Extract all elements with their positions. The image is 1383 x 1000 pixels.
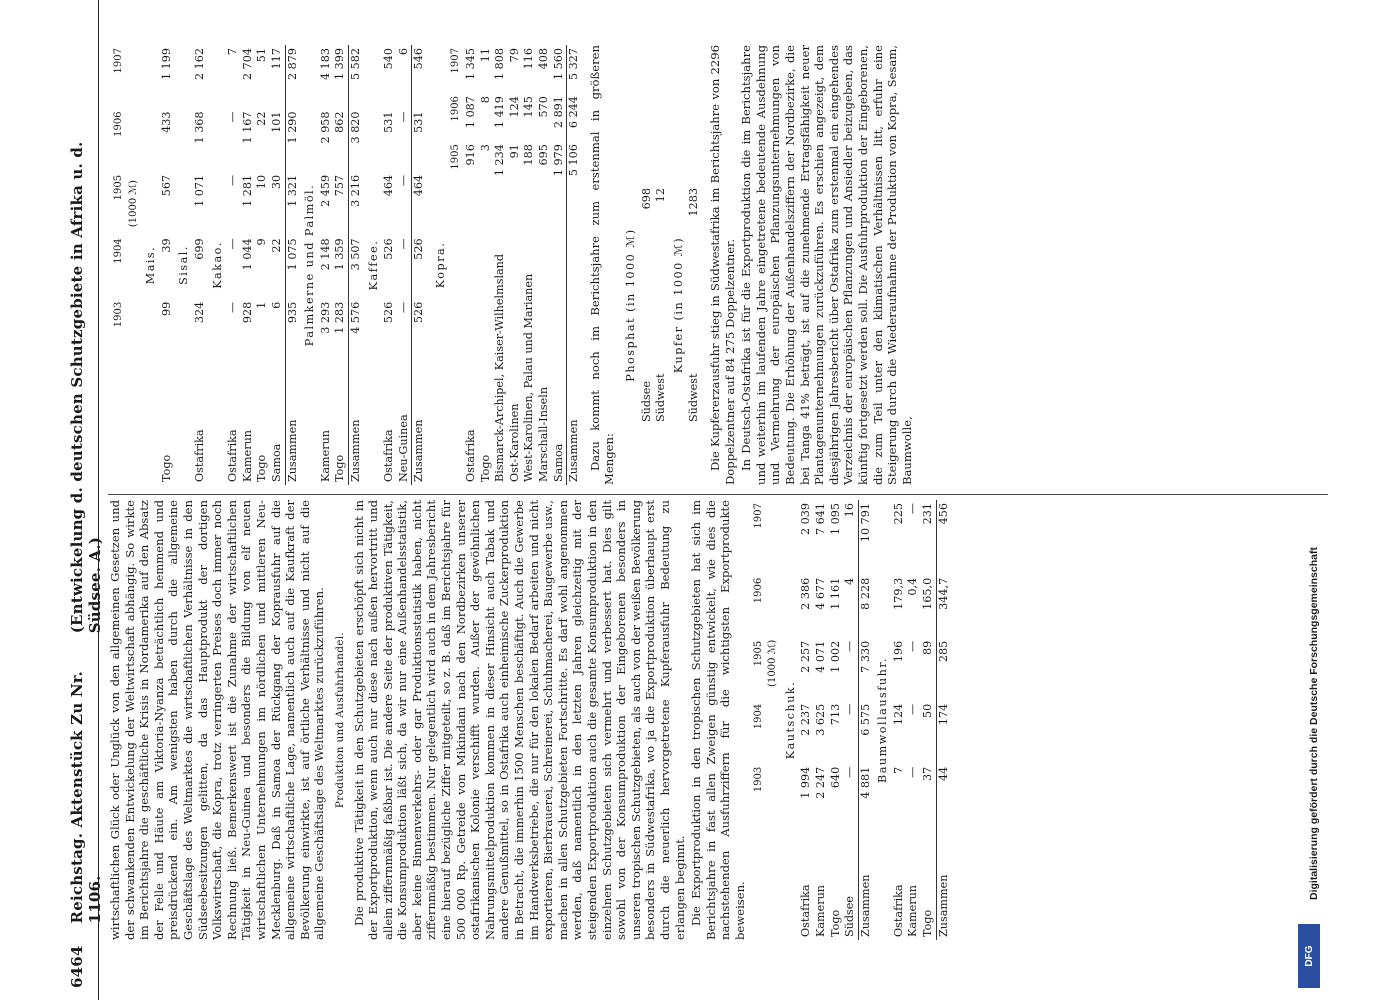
paragraph: Die Kupfererzausfuhr stieg in Südwestafrika im Berichtsjahre von 2296 Doppelzentner auf 84 275 Doppelzentner. [707, 45, 737, 485]
table-row: Kamerun 928 1 044 1 281 1 167 2 704 [240, 48, 254, 482]
year-header: 1907 [113, 48, 124, 74]
commodity-title: Phosphat (in 1000 ℳ) [624, 228, 637, 382]
year-header: 1907 [752, 503, 764, 529]
table-row: Ostafrika 7 124 196 179,3 225 [891, 503, 905, 937]
unit-label: (1000 ℳ) [767, 639, 779, 687]
kopra-table [431, 45, 582, 485]
digitization-credit: Digitalisierung gefördert durch die Deutsche Forschungsgemeinschaft [1308, 547, 1320, 900]
table-row: Ostafrika 916 1 087 1 345 [464, 48, 478, 482]
year-header: 1905 [113, 174, 124, 201]
table-row: Togo 1 9 10 22 51 [255, 48, 269, 482]
year-header: 1906 [113, 111, 124, 137]
paragraph: Dazu kommt noch im Berichtsjahre zum erstenmal in größeren Mengen: [587, 45, 617, 485]
year-header: 1904 [752, 703, 764, 730]
export-table-right [112, 45, 582, 485]
table-row: Südsee 698 [639, 188, 653, 422]
header-title-right: (Entwickelung d. deutschen Schutzgebiete in Afrika u. d. Südsee. A.) [68, 141, 104, 634]
year-header: 1903 [752, 766, 764, 793]
header-title-left: Reichstag. Aktenstück Zu Nr. 1106. [68, 671, 104, 924]
commodity-title: Kupfer (in 1000 ℳ) [671, 236, 685, 374]
total-row: Zusammen 4 881 6 575 7 330 8 228 10 791 [858, 500, 873, 940]
table-row: Ostafrika 1 994 2 237 2 257 2 386 2 039 [799, 503, 813, 937]
table-row: Ostafrika 324 699 1 071 1 368 2 162 [192, 48, 206, 482]
table-row: Neu-Guinea — — — — 6 [396, 48, 410, 482]
table-row: Togo 37 50 89 165,0 231 [921, 503, 935, 937]
commodity-title: Baumwollausfuhr. [876, 657, 890, 784]
table-row: Bismarck-Archipel, Kaiser-Wilhelmsland 1 234 1 419 1 808 [493, 48, 507, 482]
table-row: Togo 640 713 1 002 1 161 1 095 [828, 503, 842, 937]
paragraph: Die Exportproduktion in den tropischen Schutzgebieten hat sich im Berichtsjahre in fast allen Zweigen günstig entwickelt, wie dies die nachstehenden Ausfuhrziffern für die wichtigsten Exportprodukte beweisen. [689, 500, 747, 940]
table-row: West-Karolinen, Palau und Marianen 188 145 116 [522, 48, 536, 482]
table-row: Südwest 1283 [687, 188, 701, 422]
commodity-title: Kautschuk. [783, 680, 797, 760]
paragraph: Die produktive Tätigkeit in den Schutzgebieten erschöpft sich nicht in der Exportproduktion, wenn auch nur diese nach außen hervortritt und allein ziffernmäßig faßbar ist. Die andere Seite der produktiven Tätigkeit, die Konsumproduktion läßt sich, da wir nur eine Außenhandelsstatistik, aber keine Binnenverkehrs- oder gar Produktionsstatistik haben, nicht ziffernmäßig bestimmen. Nur gelegentlich wird auch in dem Jahresbericht eine hierauf bezügliche Ziffer mitgeteilt, so z. B. daß im Berichtsjahre für 500 000 Rp. Getreide von Mikindani nach den Nordbezirken unserer ostafrikanischen Kolonie verschifft wurden. Außer der gewöhnlichen Nahrungsmittelproduktion kommen in dieser Hinsicht auch Tabak und andere Genußmittel, so in Ostafrika auch einheimische Zuckerproduktion in Betracht, die immerhin 1500 Menschen beschäftigt. Auch die Gewerbe im Handwerksbetriebe, die nur für den lokalen Bedarf arbeiten und nicht exportieren, Bierbrauerei, Schreinerei, Schuhmacherei, Baugewerbe usw., machen in allen Schutzgebieten Fortschritte. Es darf wohl angenommen werden, daß namentlich in den letzten Jahren gleichzeitig mit der steigenden Exportproduktion auch die gesamte Konsumproduktion in den einzelnen Schutzgebieten sich vermehrt und verbessert hat. Dies gilt sowohl von der Konsumproduktion der Eingeborenen besonders in unseren tropischen Schutzgebieten, als auch von der weißen Bevölkerung besonders in Südwestafrika, wo ja die Exportproduktion überhaupt erst durch die neuerlich hervorgetretene Kupferausfuhr Bedeutung zu erlangen beginnt. [351, 500, 687, 940]
paragraph: In Deutsch-Ostafrika ist für die Exportproduktion die im Berichtsjahre und weiterhin im laufenden Jahre eingetretene bedeutende Ausdehnung und Vermehrung der europäischen Pflanzungsunternehmungen von Bedeutung. Die Erhöhung der Außenhandelsziffern der Nordbezirke, die bei Tanga 41% beträgt, ist auf die zunehmende Ertragsfähigkeit neuer Plantagenunternehmungen zurückzuführen. Es erschien angezeigt, dem diesjährigen Jahresbericht über Ostafrika zum erstenmal ein eingehendes Verzeichnis der europäischen Pflanzungen und Ansiedler beizugeben, das künftig fortgesetzt werden soll. Die Ausfuhrproduktion der Eingeborenen, die zum Teil unter den klimatischen Verhältnissen litt, erfuhr eine Steigerung durch die Wiederaufnahme der Produktion von Kopra, Sesam, Baumwolle, [739, 45, 914, 485]
table-row: Marschall-Inseln 695 570 408 [537, 48, 551, 482]
table-row: Ostafrika 526 526 464 531 540 [382, 48, 396, 482]
year-header: 1906 [450, 96, 462, 122]
commodity-title: Palmkerne und Palmöl. [303, 183, 317, 347]
page-number: 6464 [68, 945, 86, 988]
year-header: 1903 [113, 301, 124, 328]
year-header: 1905 [450, 144, 462, 170]
left-column [108, 500, 957, 940]
year-header: 1905 [752, 640, 764, 667]
table-row: Ost-Karolinen 91 124 79 [507, 48, 521, 482]
commodity-title: Sisal. [177, 245, 191, 285]
table-row: Kamerun 2 247 3 625 4 071 4 677 7 641 [813, 503, 827, 937]
total-row: Zusammen 526 526 464 531 546 [412, 45, 427, 485]
year-header: 1904 [113, 238, 124, 264]
table-row: Kamerun 3 293 2 148 2 459 2 958 4 183 [318, 48, 332, 482]
section-heading: Produktion und Ausfuhrhandel. [333, 631, 346, 809]
table-row: Südwest 12 [654, 188, 668, 422]
table-row: Togo 1 283 1 359 757 862 1 399 [333, 48, 347, 482]
table-row: Togo 3 8 11 [478, 48, 492, 482]
commodity-title: Mais. [144, 245, 158, 285]
commodity-title: Kakao. [210, 241, 224, 289]
year-header: 1907 [450, 48, 462, 74]
header-rule [98, 0, 99, 1000]
column-divider [108, 494, 1328, 495]
total-row: Zusammen 44 174 285 344,7 456 [936, 500, 951, 940]
table-row: Ostafrika — — — — 7 [226, 48, 240, 482]
phosphat-table [621, 185, 702, 425]
right-column [108, 45, 916, 485]
table-row: Samoa 1 979 2 891 1 560 [551, 48, 565, 482]
dfg-logo: DFG [1298, 924, 1320, 988]
total-row: Zusammen 5 106 6 244 5 327 [567, 45, 582, 485]
table-row: Kamerun — — — 0,4 — [906, 503, 920, 937]
paragraph: wirtschaftlichen Glück oder Unglück von den allgemeinen Gesetzen und der schwankenden Entwickelung der Weltwirtschaft abhängig. So wirkte im Berichtsjahre die geschäftliche Krisis in Nordamerika auf den Absatz der Felle und Häute am Viktoria-Nyanza beträchtlich hemmend und preisdrückend ein. Am wenigsten haben durch die allgemeine Geschäftslage des Weltmarktes die wirtschaftlichen Verhältnisse in den Südseebesitzungen gelitten, da das Hauptprodukt der dortigen Volkswirtschaft, die Kopra, trotz verringerten Preises doch immer noch Rechnung ließ. Bemerkenswert ist die Zunahme der wirtschaftlichen Tätigkeit in Neu-Guinea und besonders die Bildung von elf neuen wirtschaftlichen Unternehmungen im nördlichen und mittleren Neu-Mecklenburg. Daß in Samoa der Rückgang der Koprausfuhr auf die allgemeine wirtschaftliche Lage, namentlich auch auf die Kaufkraft der Bevölkerung einwirkte, ist auf örtliche Verhältnisse und nicht auf die allgemeine Geschäftslage des Weltmarktes zurückzuführen. [108, 500, 327, 940]
table-row: Togo 99 39 567 433 1 199 [159, 48, 173, 482]
table-row: Samoa 6 22 30 101 117 [269, 48, 283, 482]
commodity-title: Kopra. [433, 241, 447, 289]
export-table-left [752, 500, 952, 940]
commodity-title: Kaffee. [366, 239, 380, 291]
page-header [68, 0, 104, 1000]
total-row: Zusammen 4 576 3 507 3 216 3 820 5 582 [348, 45, 363, 485]
year-header: 1906 [752, 577, 764, 604]
total-row: Zusammen 935 1 075 1 321 1 290 2 879 [285, 45, 300, 485]
unit-label: (1000 ℳ) [127, 180, 139, 228]
table-row: Südsee — — — 4 16 [843, 503, 857, 937]
